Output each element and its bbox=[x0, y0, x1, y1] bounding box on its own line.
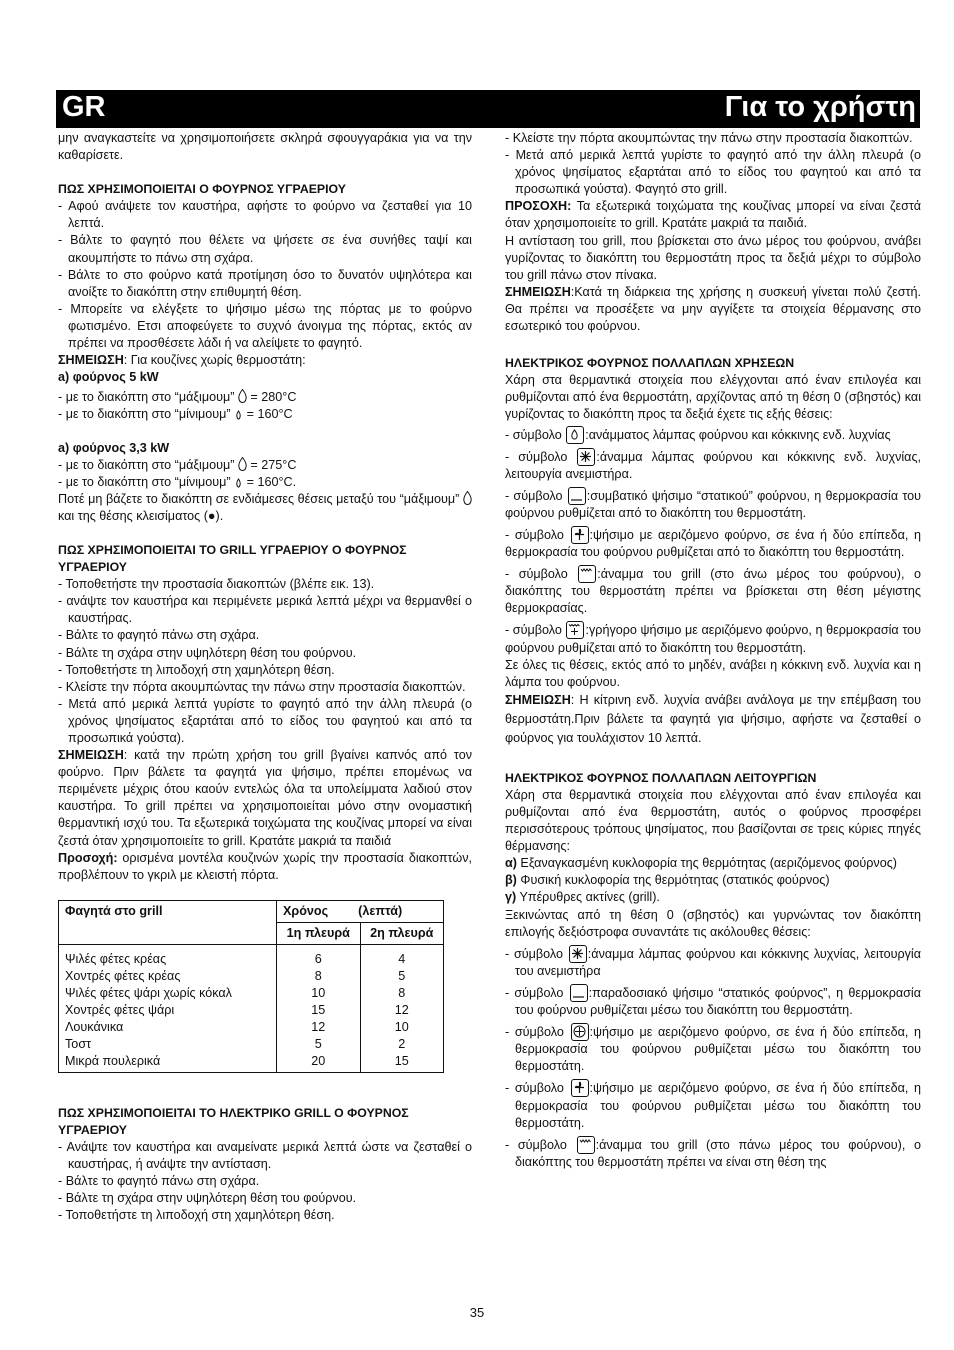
list-item: - Βάλτε τη σχάρα στην υψηλότερη θέση του φούρνου. bbox=[58, 1191, 357, 1206]
fan-oven-icon bbox=[571, 1079, 589, 1097]
off-position-icon: ● bbox=[207, 508, 216, 523]
note: ΣΗΜΕΙΩΣΗ: Για κουζίνες χωρίς θερμοστάτη: bbox=[58, 353, 306, 368]
list-item: - Μπορείτε να ελέγξετε το ψήσιμο μέσω της πόρτας με το φούρνο φωτισμένο. Ετσι αποφεύγετε το συχνό άνοιγμα της πόρτας, εκτός αν πρέπει να προσθέσετε λάδι ή να αλείψετε το φαγητό. bbox=[58, 301, 472, 351]
static-oven-icon bbox=[570, 984, 588, 1002]
list-item: - Βάλτε το στο φούρνο κατά προτίμηση όσο το δυνατόν υψηλότερα και ανοίξτε το διακόπτη στην επιθυμητή θέση. bbox=[58, 267, 472, 299]
symbol-item: - σύμβολο :άναμμα λάμπας φούρνου και κόκκινης λυχνίας, λειτουργία του ανεμιστήρα bbox=[505, 946, 922, 978]
paragraph: Σε όλες τις θέσεις, εκτός από το μηδέν, ανάβει η κόκκινη ενδ. λυχνία και η λάμπα του φούρνου. bbox=[505, 657, 921, 689]
flame-max-icon bbox=[238, 457, 247, 471]
setting-line: - με το διακόπτη στο “μίνιμουμ” = 160°C. bbox=[58, 474, 297, 489]
paragraph: Ξεκινώντας από τη θέση 0 (σβηστός) και γυρνώντας τον διακόπτη επιλογής δεξιόστροφα συναντάτε τις ακόλουθες θέσεις: bbox=[505, 907, 921, 939]
fan-icon bbox=[577, 448, 595, 466]
list-item: - Κλείστε την πόρτα ακουμπώντας την πάνω στην προστασία διακοπτών. bbox=[505, 131, 913, 145]
symbol-item: - σύμβολο :ψήσιμο με αεριζόμενο φούρνο, σε ένα ή δύο επίπεδα, η θερμοκρασία του φούρνου ρυθμίζεται από το διακόπτη του θερμοστάτη. bbox=[505, 527, 922, 560]
table-cell-foods: Ψιλές φέτες κρέας Χοντρές φέτες κρέας Ψιλές φέτες ψάρι χωρίς κόκαλ Χοντρές φέτες ψάρι Λουκάνικα Τοστ Μικρά πουλερικά bbox=[59, 944, 277, 1072]
flame-min-icon bbox=[234, 474, 243, 488]
section-title-multifunction-oven: ΗΛΕΚΤΡΙΚΟΣ ΦΟΥΡΝΟΣ ΠΟΛΛΑΠΛΩΝ ΛΕΙΤΟΥΡΓΙΩΝ bbox=[505, 770, 817, 785]
list-item: - Αφού ανάψετε τον καυστήρα, αφήστε το φούρνο να ζεσταθεί για 10 λεπτά. bbox=[58, 199, 472, 231]
symbol-item: - σύμβολο :ψήσιμο με αεριζόμενο φούρνο, σε ένα ή δύο επίπεδα, η θερμοκρασία του φούρνου ρυθμίζεται μέσω του διακόπτη του θερμοστάτη. bbox=[505, 1025, 922, 1074]
paragraph: Χάρη στα θερμαντικά στοιχεία που ελέγχονται από έναν επιλογέα και ρυθμίζονται από ένα θερμοστάτη, αρχίζοντας από τη θέση 0 (σβηστός) και γυρίζοντας το διακόπτη προς τα δεξιά έχετε τις εξής θέσεις: bbox=[505, 373, 921, 422]
fan-oven-icon bbox=[571, 526, 589, 544]
symbol-item: - σύμβολο :ψήσιμο με αεριζόμενο φούρνο, σε ένα ή δύο επίπεδα, η θερμοκρασία του φούρνου ρυθμίζεται μέσω του διακόπτη του θερμοστάτη. bbox=[505, 1081, 922, 1130]
left-column bbox=[58, 130, 472, 1225]
caution: Προσοχή: ορισμένα μοντέλα κουζινών χωρίς την προστασία διακοπτών, προβλέπουν το γκριλ με κλειστή πόρτα. bbox=[58, 850, 472, 882]
grill-icon bbox=[578, 565, 596, 583]
right-column bbox=[505, 130, 921, 1171]
list-item: - Μετά από μερικά λεπτά γυρίστε το φαγητό από την άλλη πλευρά (ο χρόνος ψησίματος εξαρτάται από το είδος του φαγητού και από τα προσωπικά γούστα). bbox=[58, 696, 472, 745]
fast-fan-oven-icon bbox=[566, 621, 584, 639]
note: ΣΗΜΕΙΩΣΗ: Η κίτρινη ενδ. λυχνία ανάβει ανάλογα με την επέμβαση του θερμοστάτη.Πριν βάλετε τα φαγητά για ψήσιμο, αφήστε να ζεσταθεί ο φούρνος για τουλάχιστον 10 λεπτά. bbox=[505, 692, 921, 745]
section-title-gas-oven: ΠΩΣ ΧΡΗΣΙΜΟΠΟΙΕΙΤΑΙ Ο ΦΟΥΡΝΟΣ ΥΓΡΑΕΡΙΟΥ bbox=[58, 182, 346, 197]
setting-line: - με το διακόπτη στο “μίνιμουμ” = 160°C bbox=[58, 407, 293, 422]
list-item: γ) Υπέρυθρες ακτίνες (grill). bbox=[505, 890, 660, 905]
note: ΣΗΜΕΙΩΣΗ:Κατά τη διάρκεια της χρήσης η συσκευή γίνεται πολύ ζεστή. Θα πρέπει να προσέξετε να μην αγγίξετε τα στοιχεία θέρμανσης στο εσωτερικό του φούρνου. bbox=[505, 284, 921, 334]
symbol-item: - σύμβολο :παραδοσιακό ψήσιμο “στατικός φούρνος”, η θερμοκρασία του φούρνου ρυθμίζεται μέσω του διακόπτη του θερμοστάτη. bbox=[505, 985, 921, 1018]
fan-icon bbox=[569, 945, 587, 963]
note: ΣΗΜΕΙΩΣΗ: κατά την πρώτη χρήση του grill βγαίνει καπνός από τον φούρνο. Πριν βάλετε τα φαγητά για ψήσιμο, πρέπει επομένως να περιμένετε μέχρις ότου καούν εντελώς όλα τα υπολείμματα λαδιού στον καυστήρα. Το grill πρέπει να χρησιμοποιείται μόνο στην ονομαστική θερμαντική ισχύ του. Τα εξωτερικά τοιχώματα της κουζίνας μπορεί να είναι ζεστά όταν χρησιμοποιείτε το grill. Κρατάτε μακριά τα παιδιά bbox=[58, 748, 472, 848]
oven-5kw-label: a) φούρνος 5 kW bbox=[58, 370, 159, 385]
list-item: - Τοποθετήστε την προστασία διακοπτών (βλέπε εικ. 13). bbox=[58, 577, 375, 592]
list-item: - Κλείστε την πόρτα ακουμπώντας την πάνω στην προστασία διακοπτών. bbox=[58, 679, 466, 694]
section-title-gas-grill: ΠΩΣ ΧΡΗΣΙΜΟΠΟΙΕΙΤΑΙ ΤΟ GRILL ΥΓΡΑΕΡΙΟΥ Ο ΦΟΥΡΝΟΣ ΥΓΡΑΕΡΙΟΥ bbox=[58, 542, 407, 575]
intro-text: μην αναγκαστείτε να χρησιμοποιήσετε σκληρά σφουγγαράκια για να την καθαρίσετε. bbox=[58, 131, 472, 163]
page-number: 35 bbox=[469, 1305, 485, 1320]
paragraph: Χάρη στα θερμαντικά στοιχεία που ελέγχονται από έναν επιλογέα και ρυθμίζονται από ένα θερμοστάτη, αυτός ο φούρνος προσφέρει περισσότερους τρόπους ψησίματος, που βασίζονται σε τρεις κύριες πηγές θέρμανσης: bbox=[505, 787, 921, 854]
list-item: - ανάψτε τον καυστήρα και περιμένετε μερικά λεπτά μέχρι να θερμανθεί ο καυστήρας. bbox=[58, 594, 472, 626]
setting-line: - με το διακόπτη στο “μάξιμουμ” = 275°C bbox=[58, 457, 297, 472]
table-header-food: Φαγητά στο grill bbox=[59, 900, 277, 944]
flame-max-icon bbox=[238, 389, 247, 403]
list-item: - Τοποθετήστε τη λιποδοχή στη χαμηλότερη θέση. bbox=[58, 1208, 335, 1223]
symbol-item: - σύμβολο :άναμμα του grill (στο άνω μέρος του φούρνου), ο διακόπτης του θερμοστάτη πρέπει να βρίσκεται στη θέση μέγιστης θερμοκρασίας. bbox=[505, 567, 921, 616]
paragraph: Η αντίσταση του grill, που βρίσκεται στο άνω μέρος του φούρνου, ανάβει γυρίζοντας το διακόπτη του θερμοστάτη προς τα δεξιά μέχρι το σύμβολο του grill πάνω στον πίνακα. bbox=[505, 233, 921, 282]
static-oven-icon bbox=[568, 487, 586, 505]
list-item: - Βάλτε το φαγητό πάνω στη σχάρα. bbox=[58, 628, 260, 643]
flame-max-icon bbox=[463, 491, 472, 505]
caution: ΠΡΟΣΟΧΗ: Τα εξωτερικά τοιχώματα της κουζίνας μπορεί να είναι ζεστά όταν χρησιμοποιείτε το grill. Κρατάτε μακριά τα παιδιά. bbox=[505, 199, 921, 231]
symbol-item: - σύμβολο :συμβατικό ψήσιμο “στατικού” φούρνου, η θερμοκρασία του φούρνου ρυθμίζεται από το διακόπτη του θερμοστάτη. bbox=[505, 488, 922, 520]
page-header bbox=[56, 90, 920, 128]
flame-min-icon bbox=[234, 406, 243, 420]
page-title: Για το χρήστη bbox=[724, 91, 916, 123]
oven-lamp-icon bbox=[566, 426, 584, 444]
table-header-side2: 2η πλευρά bbox=[360, 922, 444, 944]
grill-icon bbox=[577, 1136, 595, 1154]
grill-times-table bbox=[58, 900, 444, 1073]
list-item: β) Φυσική κυκλοφορία της θερμότητας (στατικός φούρνος) bbox=[505, 873, 830, 888]
section-title-multi-use-oven: ΗΛΕΚΤΡΙΚΟΣ ΦΟΥΡΝΟΣ ΠΟΛΛΑΠΛΩΝ ΧΡΗΣΕΩΝ bbox=[505, 356, 795, 371]
list-item: - Μετά από μερικά λεπτά γυρίστε το φαγητό από την άλλη πλευρά (ο χρόνος ψησίματος εξαρτάται από το είδος του φαγητού και από τα προσωπικά γούστα). Φαγητό στο grill. bbox=[505, 148, 921, 197]
oven-3-3kw-label: a) φούρνος 3,3 kW bbox=[58, 440, 170, 455]
list-item: - Βάλτε το φαγητό που θέλετε να ψήσετε σε ένα συνήθες ταψί και ακουμπήστε το πάνω στη σχάρα. bbox=[58, 233, 472, 265]
table-header-time: Χρόνος (λεπτά) bbox=[277, 900, 444, 922]
table-cell-side1: 6 8 10 15 12 5 20 bbox=[277, 944, 361, 1072]
list-item: - Ανάψτε τον καυστήρα και αναμείνατε μερικά λεπτά ώστε να ζεσταθεί ο καυστήρας, ή ανάψτε την αντίσταση. bbox=[58, 1140, 472, 1172]
ring-fan-oven-icon bbox=[571, 1023, 589, 1041]
symbol-item: - σύμβολο :ανάμματος λάμπας φούρνου και κόκκινης ενδ. λυχνίας bbox=[505, 427, 891, 442]
table-header-side1: 1η πλευρά bbox=[277, 922, 361, 944]
list-item: - Τοποθετήστε τη λιποδοχή στη χαμηλότερη θέση. bbox=[58, 662, 335, 677]
language-code: GR bbox=[62, 91, 106, 123]
list-item: α) Εξαναγκασμένη κυκλοφορία της θερμότητας (αεριζόμενος φούρνος) bbox=[505, 856, 897, 871]
list-item: - Βάλτε τη σχάρα στην υψηλότερη θέση του φούρνου. bbox=[58, 645, 357, 660]
table-cell-side2: 4 5 8 12 10 2 15 bbox=[360, 944, 444, 1072]
symbol-item: - σύμβολο :άναμμα λάμπας φούρνου και κόκκινης ενδ. λυχνίας, λειτουργία ανεμιστήρα. bbox=[505, 449, 922, 481]
setting-line: - με το διακόπτη στο “μάξιμουμ” = 280°C bbox=[58, 390, 297, 405]
warning-text: Ποτέ μη βάζετε το διακόπτη σε ενδιάμεσες θέσεις μεταξύ του “μάξιμουμ” και της θέσης κλεισίματος (●). bbox=[58, 491, 472, 525]
list-item: - Βάλτε το φαγητό πάνω στη σχάρα. bbox=[58, 1174, 260, 1189]
section-title-electric-grill: ΠΩΣ ΧΡΗΣΙΜΟΠΟΙΕΙΤΑΙ ΤΟ ΗΛΕΚΤΡΙΚΟ GRILL Ο ΦΟΥΡΝΟΣ ΥΓΡΑΕΡΙΟΥ bbox=[58, 1105, 409, 1137]
symbol-item: - σύμβολο :άναμμα του grill (στο πάνω μέρος του φούρνου), ο διακόπτης του θερμοστάτη πρέπει να είναι στη θέση της bbox=[505, 1137, 922, 1169]
symbol-item: - σύμβολο :γρήγορο ψήσιμο με αεριζόμενο φούρνο, η θερμοκρασία του φούρνου ρυθμίζεται από το διακόπτη του θερμοστάτη. bbox=[505, 623, 922, 655]
